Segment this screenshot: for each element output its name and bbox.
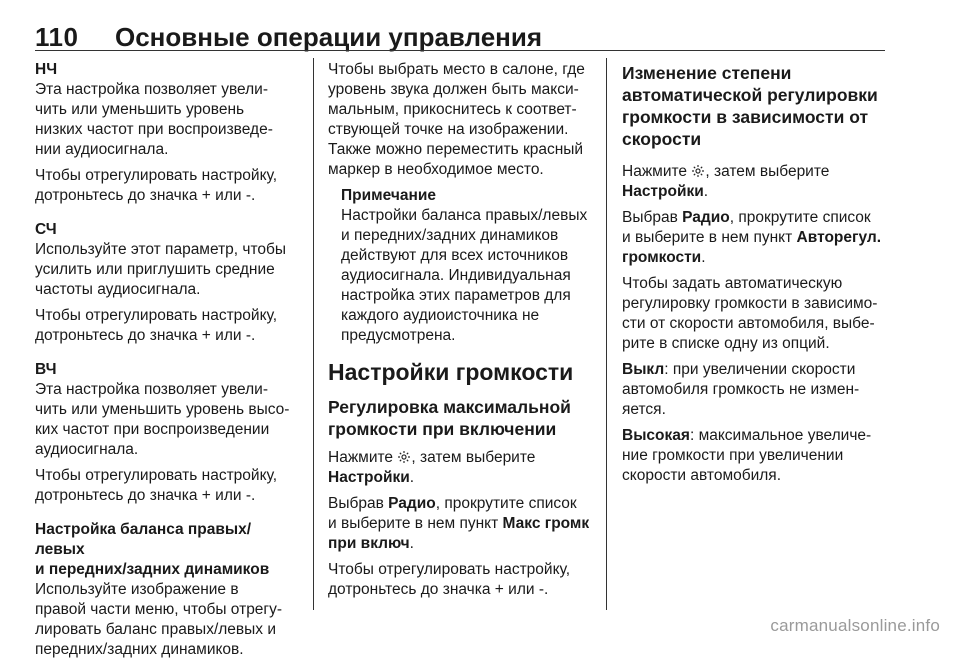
select-prefix-2: Выбрав bbox=[622, 209, 683, 226]
speed-volume-description: Чтобы задать автоматическую регулировку громкости в зависимо‐ сти от скорости автомобиля, выбе‐ рите в списке одну из опций. bbox=[622, 275, 878, 352]
chapter-title: Основные операции управления bbox=[115, 22, 543, 52]
column-divider-2 bbox=[606, 58, 607, 610]
column-2 bbox=[328, 60, 596, 600]
sch-heading: СЧ bbox=[35, 221, 57, 238]
balance-intro-text: Чтобы выбрать место в салоне, где уровень звука должен быть макси‐ мальным, прикоснитесь к соответ‐ ствующей точке на изображении. Также можно переместить красный маркер в необходимое место. bbox=[328, 61, 585, 178]
off-text: : при увеличении скорости автомобиля громкость не измен‐ яется. bbox=[622, 361, 860, 418]
press-text: Нажмите bbox=[328, 449, 394, 466]
select-mid-text: , прокрутите список и выберите в нем пункт bbox=[328, 495, 577, 532]
press-instruction-2: Нажмите , затем выберите Настройки. bbox=[622, 163, 830, 200]
balance-text: Используйте изображение в правой части меню, чтобы отрегу‐ лировать баланс правых/левых и передних/задних динамиков. bbox=[35, 581, 282, 658]
off-label: Выкл bbox=[622, 361, 665, 378]
radio-instruction: Выбрав Радио, прокрутите список и выберите в нем пункт Макс громк при включ. bbox=[328, 495, 590, 552]
page-number: 110 bbox=[35, 22, 79, 52]
vch-adjust-text: Чтобы отрегулировать настройку, дотроньтесь до значка + или -. bbox=[35, 467, 278, 504]
sch-text: Используйте этот параметр, чтобы усилить или приглушить средние частоты аудиосигнала. bbox=[35, 241, 287, 298]
nch-adjust-text: Чтобы отрегулировать настройку, дотроньтесь до значка + или -. bbox=[35, 167, 278, 204]
subsection-heading: Регулировка максимальной громкости при включении bbox=[328, 397, 571, 439]
settings-label-2: Настройки bbox=[622, 183, 704, 200]
note-box bbox=[341, 186, 596, 346]
vch-heading: ВЧ bbox=[35, 361, 57, 378]
page-header bbox=[35, 16, 925, 50]
nch-heading: НЧ bbox=[35, 61, 58, 78]
note-heading: Примечание bbox=[341, 187, 436, 204]
header-rule bbox=[35, 50, 885, 51]
section-heading: Настройки громкости bbox=[328, 359, 574, 385]
sch-adjust-text: Чтобы отрегулировать настройку, дотроньтесь до значка + или -. bbox=[35, 307, 278, 344]
high-text: : максимальное увеличе‐ ние громкости при увеличении скорости автомобиля. bbox=[622, 427, 872, 484]
balance-heading: Настройка баланса правых/левых и передних/задних динамиков bbox=[35, 521, 270, 578]
column-3 bbox=[622, 60, 902, 486]
then-select-text: , затем выберите bbox=[411, 449, 536, 466]
gear-icon bbox=[691, 164, 705, 178]
menu-item-label: Макс громк при включ bbox=[328, 515, 590, 552]
then-select-text-2: , затем выберите bbox=[705, 163, 830, 180]
adjust-text: Чтобы отрегулировать настройку, дотроньтесь до значка + или -. bbox=[328, 561, 571, 598]
column-divider-1 bbox=[313, 58, 314, 610]
settings-label: Настройки bbox=[328, 469, 410, 486]
select-prefix: Выбрав bbox=[328, 495, 389, 512]
high-label: Высокая bbox=[622, 427, 690, 444]
press-instruction: Нажмите , затем выберите Настройки. bbox=[328, 449, 536, 486]
radio-instruction-2: Выбрав Радио, прокрутите список и выберите в нем пункт Авторегул. громкости. bbox=[622, 209, 882, 266]
vch-text: Эта настройка позволяет увели‐ чить или уменьшить уровень высо‐ ких частот при воспроизведении аудиосигнала. bbox=[35, 381, 290, 458]
note-text: Настройки баланса правых/левых и передних/задних динамиков действуют для всех источников аудиосигнала. Индивидуальная настройка этих параметров для каждого аудиоисточника не предусмотрена. bbox=[341, 207, 588, 344]
select-mid-text-2: , прокрутите список и выберите в нем пункт bbox=[622, 209, 871, 246]
column-1 bbox=[35, 60, 300, 660]
radio-label-2: Радио bbox=[682, 209, 730, 226]
watermark: carmanualsonline.info bbox=[770, 616, 940, 635]
option-high bbox=[622, 426, 902, 486]
option-off bbox=[622, 360, 902, 420]
nch-text: Эта настройка позволяет увели‐ чить или уменьшить уровень низких частот при воспроизведе‐ нии аудиосигнала. bbox=[35, 81, 273, 158]
speed-volume-heading: Изменение степени автоматической регулировки громкости в зависимости от скорости bbox=[622, 63, 878, 149]
gear-icon bbox=[397, 450, 411, 464]
radio-label: Радио bbox=[388, 495, 436, 512]
menu-item-label-2: Авторегул. громкости bbox=[622, 229, 882, 266]
press-text-2: Нажмите bbox=[622, 163, 688, 180]
